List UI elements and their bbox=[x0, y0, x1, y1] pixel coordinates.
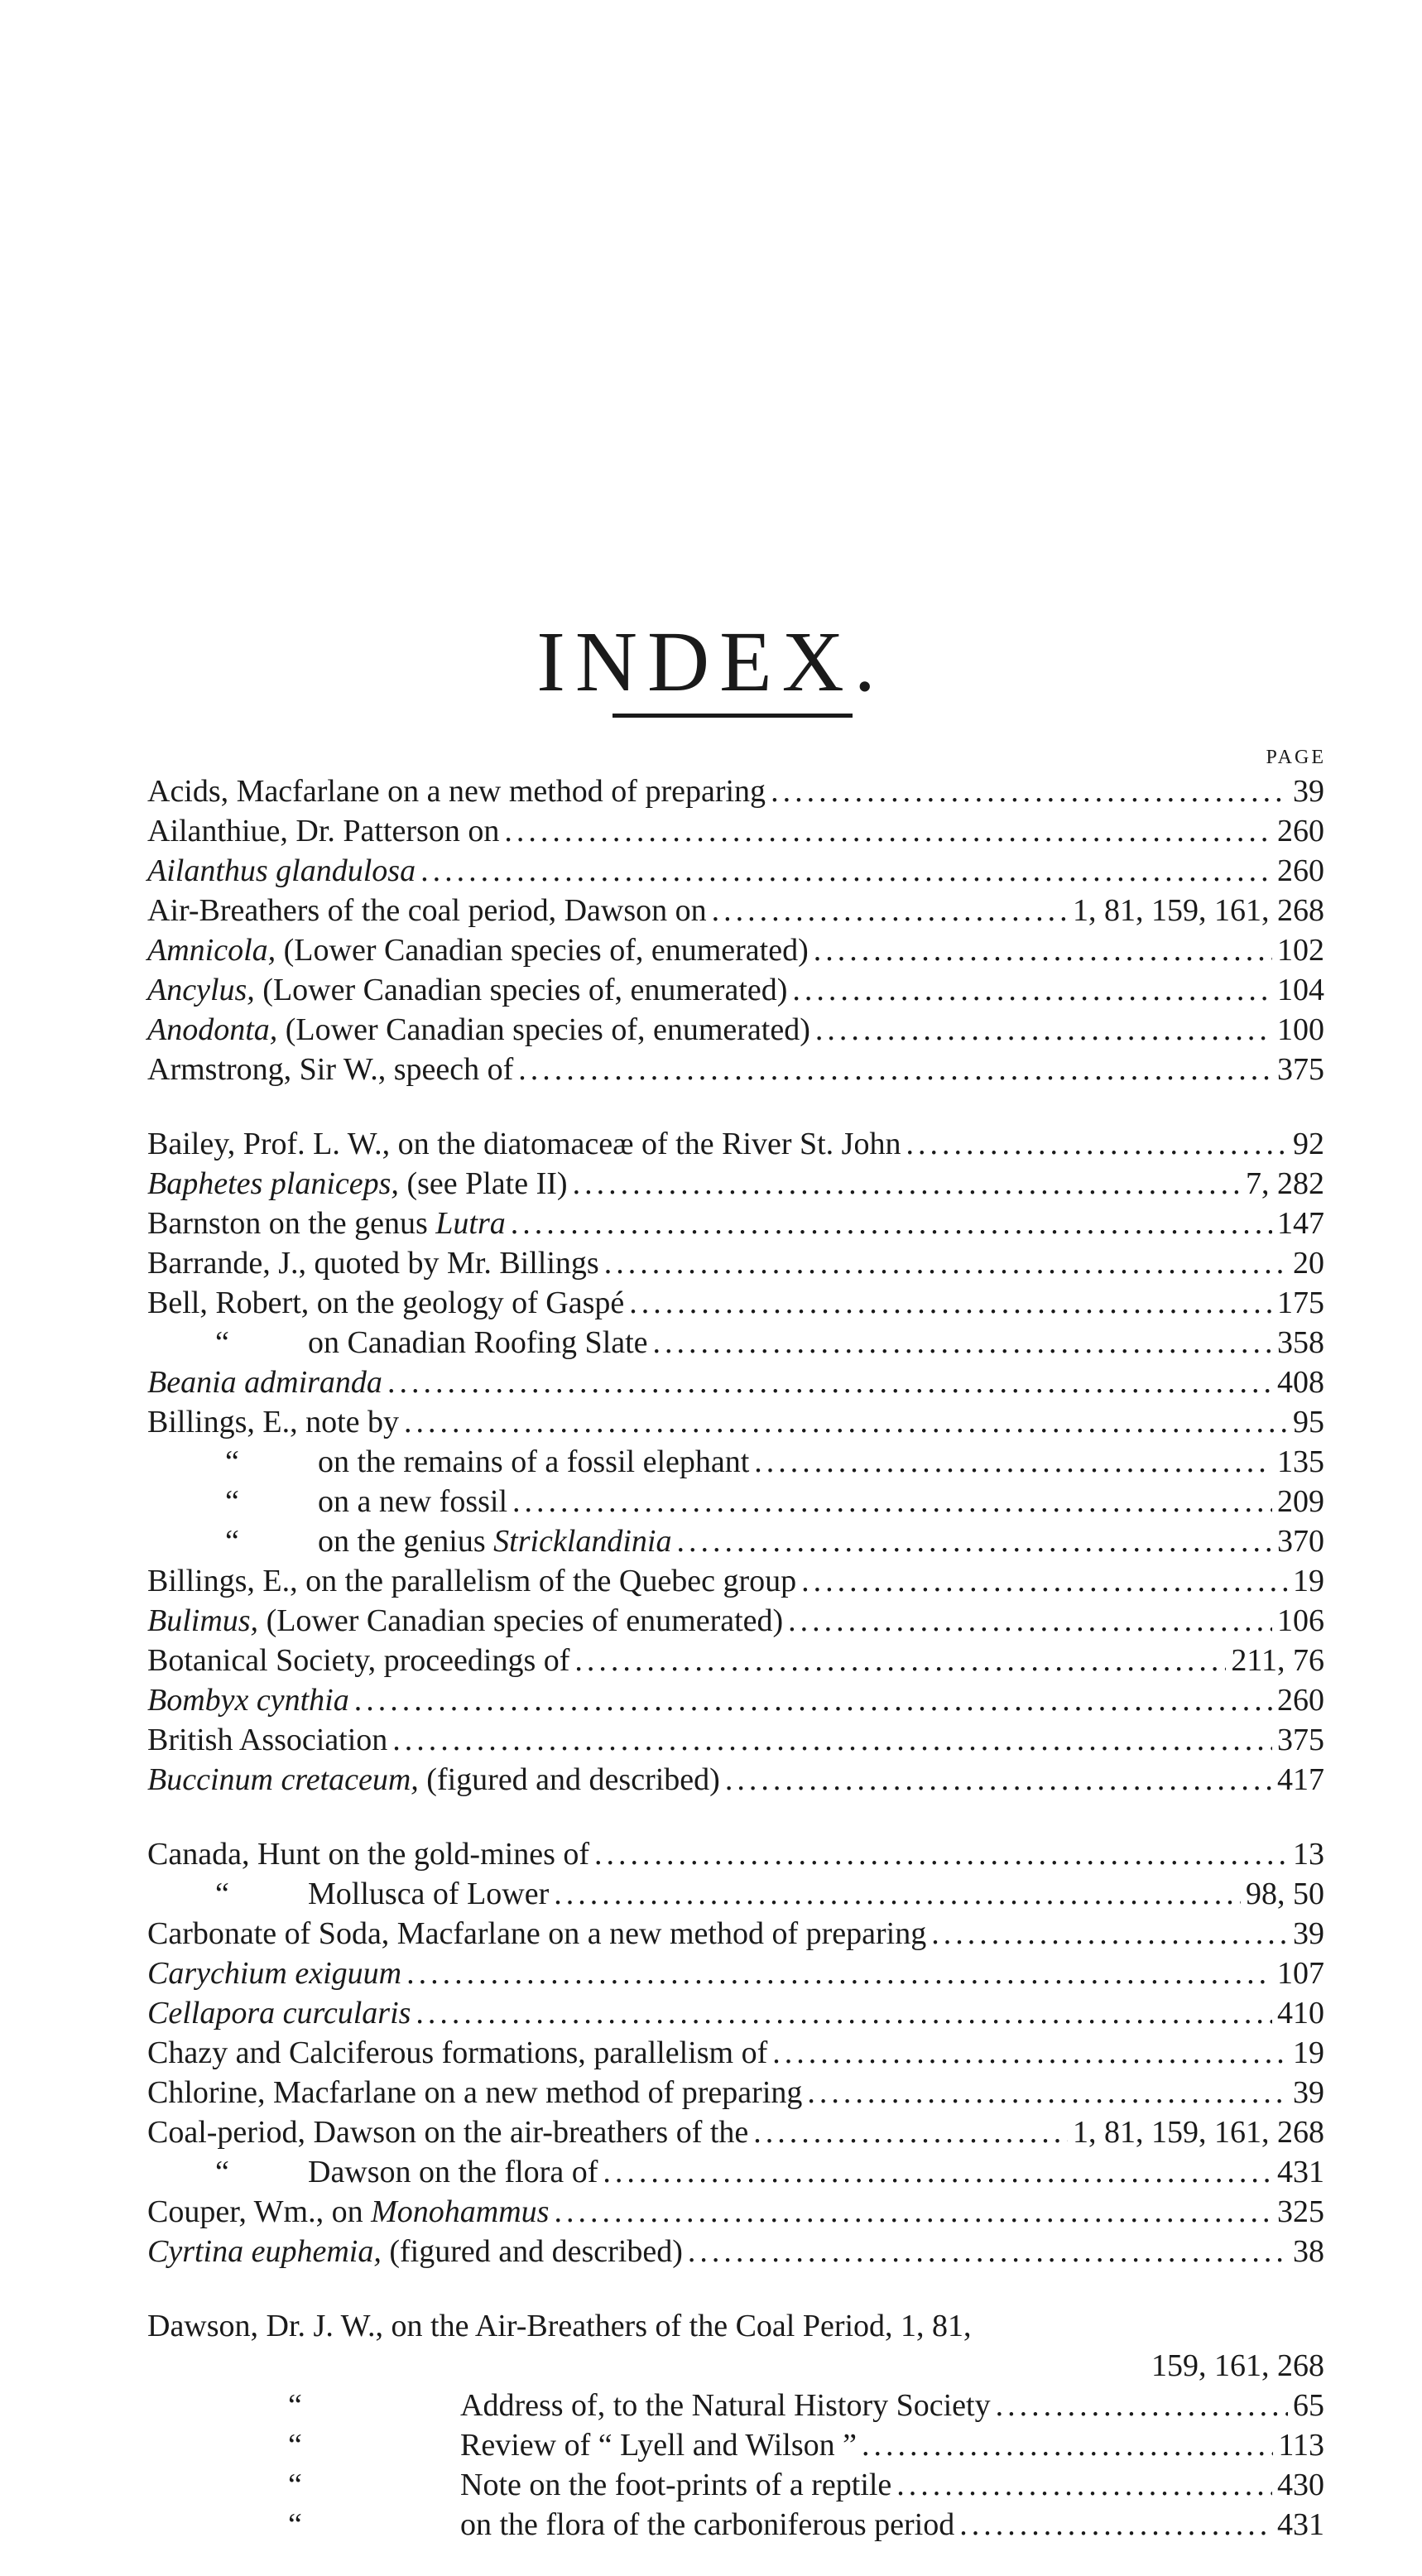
entry-text bbox=[147, 1680, 349, 1720]
entry-pages: 102 bbox=[1277, 933, 1324, 968]
dot-leader bbox=[862, 2425, 1273, 2465]
entry-description: (figured and described) bbox=[381, 2234, 683, 2269]
dot-leader bbox=[996, 2386, 1288, 2425]
entry-text bbox=[147, 1561, 796, 1601]
entry-description: (figured and described) bbox=[418, 1762, 720, 1797]
index-entry bbox=[147, 1601, 1324, 1641]
entry-italic-term: Stricklandinia bbox=[493, 1524, 672, 1559]
dot-leader bbox=[754, 1442, 1272, 1482]
dot-leader bbox=[354, 1680, 1272, 1720]
entry-text bbox=[147, 1204, 506, 1243]
ditto-mark: “ bbox=[288, 2507, 302, 2542]
entry-pages: 370 bbox=[1277, 1524, 1324, 1559]
entry-heading: Carbonate bbox=[147, 1916, 277, 1951]
ditto-mark: “ bbox=[215, 1877, 229, 1911]
index-block bbox=[147, 771, 1324, 1089]
entry-heading: Barnston bbox=[147, 1206, 262, 1241]
index-entry bbox=[147, 1204, 1324, 1243]
index-entry bbox=[147, 2505, 1324, 2545]
entry-pages: 19 bbox=[1293, 1564, 1324, 1598]
entry-pages: 92 bbox=[1293, 1127, 1324, 1161]
entry-heading: British bbox=[147, 1723, 233, 1757]
entry-text bbox=[147, 2192, 549, 2232]
entry-italic-term: Lutra bbox=[435, 1206, 506, 1241]
index-block bbox=[147, 1124, 1324, 1800]
dot-leader bbox=[676, 1521, 1272, 1561]
entry-pages: 408 bbox=[1277, 1365, 1324, 1400]
index-entry bbox=[147, 1993, 1324, 2033]
index-entry bbox=[147, 1050, 1324, 1089]
entry-heading: Anodonta, bbox=[147, 1012, 278, 1047]
index-entry bbox=[147, 2112, 1324, 2152]
index-block bbox=[147, 1834, 1324, 2271]
entry-description: of Soda, Macfarlane on a new method of preparing bbox=[276, 1916, 927, 1951]
index-entry bbox=[147, 1442, 1324, 1482]
entry-pages: 431 bbox=[1277, 2507, 1324, 2542]
ditto-mark: “ bbox=[225, 1484, 239, 1519]
entry-description: Address of, to the Natural History Society bbox=[460, 2388, 991, 2423]
entry-text bbox=[147, 1402, 399, 1442]
entry-continued-pages: 159, 161, 268 bbox=[1151, 2348, 1324, 2383]
entry-description: on the genus bbox=[261, 1206, 436, 1241]
entry-description: Macfarlane on a new method of preparing bbox=[265, 2075, 803, 2110]
entry-pages: 95 bbox=[1293, 1405, 1324, 1439]
dot-leader bbox=[574, 1641, 1226, 1680]
entry-pages: 417 bbox=[1277, 1762, 1324, 1797]
entry-heading: Cellapora curcularis bbox=[147, 1996, 411, 2031]
entry-description: and Calciferous formations, parallelism of bbox=[228, 2035, 768, 2070]
entry-description: Hunt on the gold-mines of bbox=[249, 1837, 590, 1872]
entry-pages: 211, 76 bbox=[1231, 1643, 1324, 1678]
entry-description: J., quoted by Mr. Billings bbox=[270, 1246, 599, 1281]
dot-leader bbox=[771, 771, 1288, 811]
dot-leader bbox=[896, 2465, 1272, 2505]
index-entry bbox=[147, 1362, 1324, 1402]
entry-description: Robert, on the geology of Gaspé bbox=[207, 1286, 625, 1320]
dot-leader bbox=[518, 1050, 1272, 1089]
ditto-mark: “ bbox=[288, 2468, 302, 2502]
entry-pages: 13 bbox=[1293, 1837, 1324, 1872]
entry-pages: 39 bbox=[1293, 774, 1324, 809]
entry-text bbox=[308, 1323, 648, 1362]
entry-heading: Ancylus, bbox=[147, 973, 255, 1007]
index-entry bbox=[147, 1010, 1324, 1050]
entry-heading: Bell, bbox=[147, 1286, 208, 1320]
entry-pages: 106 bbox=[1277, 1603, 1324, 1638]
index-entry bbox=[147, 1834, 1324, 1874]
entry-pages: 430 bbox=[1277, 2468, 1324, 2502]
entry-pages: 325 bbox=[1277, 2194, 1324, 2229]
entry-text bbox=[308, 1874, 549, 1914]
entry-heading: Billings, bbox=[147, 1564, 255, 1598]
entry-pages: 65 bbox=[1293, 2388, 1324, 2423]
entry-pages: 147 bbox=[1277, 1206, 1324, 1241]
ditto-mark: “ bbox=[215, 2155, 229, 2189]
entry-heading: Buccinum cretaceum, bbox=[147, 1762, 419, 1797]
entry-text bbox=[147, 1124, 901, 1164]
entry-heading: Bulimus, bbox=[147, 1603, 259, 1638]
entry-heading: Couper, bbox=[147, 2194, 247, 2229]
entry-text bbox=[147, 1050, 513, 1089]
entry-description: E., on the parallelism of the Quebec group bbox=[254, 1564, 797, 1598]
entry-text bbox=[147, 851, 416, 891]
dot-leader bbox=[906, 1124, 1288, 1164]
entry-text bbox=[147, 2033, 767, 2073]
index-entry bbox=[147, 2306, 1324, 2346]
entry-heading: Ailanthiue, bbox=[147, 814, 288, 848]
index-entry bbox=[147, 1124, 1324, 1164]
ditto-mark: “ bbox=[225, 1524, 239, 1559]
entry-pages: 107 bbox=[1277, 1956, 1324, 1991]
index-entry bbox=[147, 1482, 1324, 1521]
entry-heading: Amnicola, bbox=[147, 933, 276, 968]
entry-text bbox=[460, 2505, 954, 2545]
dot-leader bbox=[712, 891, 1068, 930]
ditto-mark: “ bbox=[288, 2388, 302, 2423]
entry-pages: 104 bbox=[1277, 973, 1324, 1007]
entry-pages: 20 bbox=[1293, 1246, 1324, 1281]
dot-leader bbox=[504, 811, 1272, 851]
entry-description: Dr. Patterson on bbox=[287, 814, 500, 848]
entry-pages: 1, 81, 159, 161, 268 bbox=[1073, 2115, 1324, 2150]
entry-pages: 19 bbox=[1293, 2035, 1324, 2070]
dot-leader bbox=[815, 1010, 1272, 1050]
entry-heading: Chazy bbox=[147, 2035, 228, 2070]
page-column-label: PAGE bbox=[1266, 747, 1326, 768]
entry-pages: 358 bbox=[1277, 1325, 1324, 1360]
entry-description: (Lower Canadian species of, enumerated) bbox=[254, 973, 788, 1007]
entry-description: Society, proceedings of bbox=[267, 1643, 570, 1678]
entry-text bbox=[147, 2232, 683, 2271]
entry-description: (see Plate II) bbox=[398, 1166, 568, 1201]
entry-description: Dawson on the flora of bbox=[308, 2155, 598, 2189]
dot-leader bbox=[420, 851, 1272, 891]
title-rule bbox=[613, 714, 853, 718]
entry-description: on the flora of the carboniferous period bbox=[460, 2507, 955, 2542]
index-entry bbox=[147, 1561, 1324, 1601]
entry-description: Note on the foot-prints of a reptile bbox=[460, 2468, 892, 2502]
entry-heading: Air-Breathers bbox=[147, 893, 320, 928]
index-entry bbox=[147, 1914, 1324, 1954]
index-entry bbox=[147, 1323, 1324, 1362]
entry-heading: Carychium exiguum bbox=[147, 1956, 402, 1991]
entry-description: E., note by bbox=[254, 1405, 400, 1439]
entry-pages: 1, 81, 159, 161, 268 bbox=[1073, 893, 1324, 928]
entry-text bbox=[460, 2386, 991, 2425]
entry-pages: 39 bbox=[1293, 1916, 1324, 1951]
entry-pages: 135 bbox=[1277, 1444, 1324, 1479]
entry-text bbox=[460, 2465, 891, 2505]
entry-text bbox=[147, 1283, 624, 1323]
page-title: INDEX. bbox=[536, 613, 886, 709]
ditto-mark: “ bbox=[225, 1444, 239, 1479]
index-entry bbox=[147, 851, 1324, 891]
entry-heading: Barrande, bbox=[147, 1246, 271, 1281]
index-entry bbox=[147, 1680, 1324, 1720]
entry-text bbox=[147, 2306, 972, 2346]
entry-text bbox=[460, 2425, 857, 2465]
entry-text bbox=[147, 1954, 401, 1993]
entry-description: Review of “ Lyell and Wilson ” bbox=[460, 2428, 857, 2463]
dot-leader bbox=[554, 1874, 1241, 1914]
index-entry bbox=[147, 771, 1324, 811]
entry-heading: Dawson, bbox=[147, 2309, 259, 2343]
entry-description: (Lower Canadian species of enumerated) bbox=[258, 1603, 784, 1638]
dot-leader bbox=[603, 2152, 1272, 2192]
dot-leader bbox=[404, 1402, 1288, 1442]
dot-leader bbox=[573, 1164, 1241, 1204]
entry-heading: Coal-period, bbox=[147, 2115, 306, 2150]
entry-description: (Lower Canadian species of, enumerated) bbox=[277, 1012, 810, 1047]
entry-heading: Bailey, bbox=[147, 1127, 236, 1161]
entry-text bbox=[147, 930, 809, 970]
entry-text bbox=[147, 811, 499, 851]
entry-text bbox=[147, 1914, 926, 1954]
entry-description: on the genius bbox=[318, 1524, 494, 1559]
dot-leader bbox=[753, 2112, 1068, 2152]
ditto-mark: “ bbox=[288, 2428, 302, 2463]
index-entry bbox=[147, 891, 1324, 930]
entry-description: of the coal period, Dawson on bbox=[319, 893, 707, 928]
dot-leader bbox=[788, 1601, 1272, 1641]
entry-description: Prof. L. W., on the diatomaceæ of the River St. John bbox=[235, 1127, 901, 1161]
entry-text bbox=[147, 2112, 748, 2152]
entry-pages: 7, 282 bbox=[1246, 1166, 1324, 1201]
entry-text bbox=[147, 771, 766, 811]
entry-text bbox=[147, 2073, 802, 2112]
index-entry bbox=[147, 930, 1324, 970]
dot-leader bbox=[801, 1561, 1288, 1601]
entry-description: Macfarlane on a new method of preparing bbox=[228, 774, 766, 809]
entry-description: on a new fossil bbox=[318, 1484, 508, 1519]
index-entry bbox=[147, 2152, 1324, 2192]
index-entry bbox=[147, 1521, 1324, 1561]
entry-text bbox=[147, 1243, 599, 1283]
entry-text bbox=[318, 1442, 749, 1482]
entry-pages: 39 bbox=[1293, 2075, 1324, 2110]
entry-pages: 260 bbox=[1277, 853, 1324, 888]
dot-leader bbox=[392, 1720, 1272, 1760]
entry-description: Wm., on bbox=[246, 2194, 372, 2229]
entry-pages: 375 bbox=[1277, 1723, 1324, 1757]
dot-leader bbox=[931, 1914, 1288, 1954]
entry-heading: Beania admiranda bbox=[147, 1365, 382, 1400]
dot-leader bbox=[387, 1362, 1272, 1402]
entry-text bbox=[147, 1641, 569, 1680]
entry-pages: 431 bbox=[1277, 2155, 1324, 2189]
entry-pages: 113 bbox=[1278, 2428, 1324, 2463]
entry-description: Association bbox=[233, 1723, 388, 1757]
entry-text bbox=[147, 1601, 783, 1641]
entry-heading: Acids, bbox=[147, 774, 229, 809]
entry-pages: 410 bbox=[1277, 1996, 1324, 2031]
index-entry bbox=[147, 1164, 1324, 1204]
index-entry bbox=[147, 1874, 1324, 1914]
entry-text bbox=[147, 1010, 810, 1050]
entry-text bbox=[147, 1720, 387, 1760]
entry-pages: 209 bbox=[1277, 1484, 1324, 1519]
dot-leader bbox=[792, 970, 1272, 1010]
dot-leader bbox=[554, 2192, 1272, 2232]
index-entry bbox=[147, 1760, 1324, 1800]
index-entry bbox=[147, 970, 1324, 1010]
entry-pages: 375 bbox=[1277, 1052, 1324, 1087]
dot-leader bbox=[653, 1323, 1272, 1362]
index-entry bbox=[147, 2386, 1324, 2425]
entry-text bbox=[318, 1521, 671, 1561]
entry-heading: Chlorine, bbox=[147, 2075, 266, 2110]
entry-text bbox=[318, 1482, 507, 1521]
entry-text bbox=[147, 891, 707, 930]
index-entry bbox=[147, 2192, 1324, 2232]
index-entry bbox=[147, 1243, 1324, 1283]
entry-heading: Canada, bbox=[147, 1837, 250, 1872]
dot-leader bbox=[594, 1834, 1288, 1874]
index-entry bbox=[147, 2425, 1324, 2465]
index-entry bbox=[147, 1402, 1324, 1442]
dot-leader bbox=[814, 930, 1272, 970]
ditto-mark: “ bbox=[215, 1325, 229, 1360]
index-block bbox=[147, 2306, 1324, 2545]
index-entry bbox=[147, 2033, 1324, 2073]
index-entry bbox=[147, 1283, 1324, 1323]
dot-leader bbox=[688, 2232, 1288, 2271]
entry-heading: Bombyx cynthia bbox=[147, 1683, 349, 1718]
index-entry bbox=[147, 1954, 1324, 1993]
entry-heading: Ailanthus glandulosa bbox=[147, 853, 416, 888]
entry-description: on Canadian Roofing Slate bbox=[308, 1325, 648, 1360]
entry-heading: Cyrtina euphemia, bbox=[147, 2234, 382, 2269]
entry-description: Dawson on the air-breathers of the bbox=[305, 2115, 749, 2150]
index-list bbox=[147, 771, 1324, 2545]
index-entry bbox=[147, 1641, 1324, 1680]
index-entry bbox=[147, 2073, 1324, 2112]
dot-leader bbox=[416, 1993, 1272, 2033]
entry-italic-term: Monohammus bbox=[371, 2194, 550, 2229]
dot-leader bbox=[725, 1760, 1272, 1800]
entry-text bbox=[147, 1164, 568, 1204]
entry-pages: 175 bbox=[1277, 1286, 1324, 1320]
dot-leader bbox=[807, 2073, 1288, 2112]
entry-description: (Lower Canadian species of, enumerated) bbox=[276, 933, 809, 968]
entry-text bbox=[147, 970, 787, 1010]
entry-pages: 260 bbox=[1277, 1683, 1324, 1718]
entry-heading: Baphetes planiceps, bbox=[147, 1166, 399, 1201]
dot-leader bbox=[511, 1204, 1272, 1243]
dot-leader bbox=[604, 1243, 1288, 1283]
entry-pages: 260 bbox=[1277, 814, 1324, 848]
entry-text bbox=[147, 1760, 720, 1800]
dot-leader bbox=[959, 2505, 1272, 2545]
entry-description: Sir W., speech of bbox=[291, 1052, 514, 1087]
entry-heading: Billings, bbox=[147, 1405, 255, 1439]
index-entry bbox=[147, 811, 1324, 851]
entry-description: Mollusca of Lower bbox=[308, 1877, 550, 1911]
entry-pages: 100 bbox=[1277, 1012, 1324, 1047]
dot-leader bbox=[406, 1954, 1272, 1993]
dot-leader bbox=[629, 1283, 1272, 1323]
entry-heading: Botanical bbox=[147, 1643, 268, 1678]
dot-leader bbox=[512, 1482, 1272, 1521]
entry-text bbox=[147, 1362, 382, 1402]
index-entry bbox=[147, 1720, 1324, 1760]
entry-text bbox=[147, 1993, 411, 2033]
entry-heading: Armstrong, bbox=[147, 1052, 292, 1087]
entry-text bbox=[308, 2152, 598, 2192]
entry-text bbox=[147, 1834, 589, 1874]
dot-leader bbox=[772, 2033, 1288, 2073]
index-entry bbox=[147, 2232, 1324, 2271]
index-entry bbox=[147, 2465, 1324, 2505]
entry-pages: 38 bbox=[1293, 2234, 1324, 2269]
entry-description: Dr. J. W., on the Air-Breathers of the Coal Period, 1, 81, bbox=[258, 2309, 972, 2343]
entry-pages: 98, 50 bbox=[1246, 1877, 1324, 1911]
entry-description: on the remains of a fossil elephant bbox=[318, 1444, 750, 1479]
